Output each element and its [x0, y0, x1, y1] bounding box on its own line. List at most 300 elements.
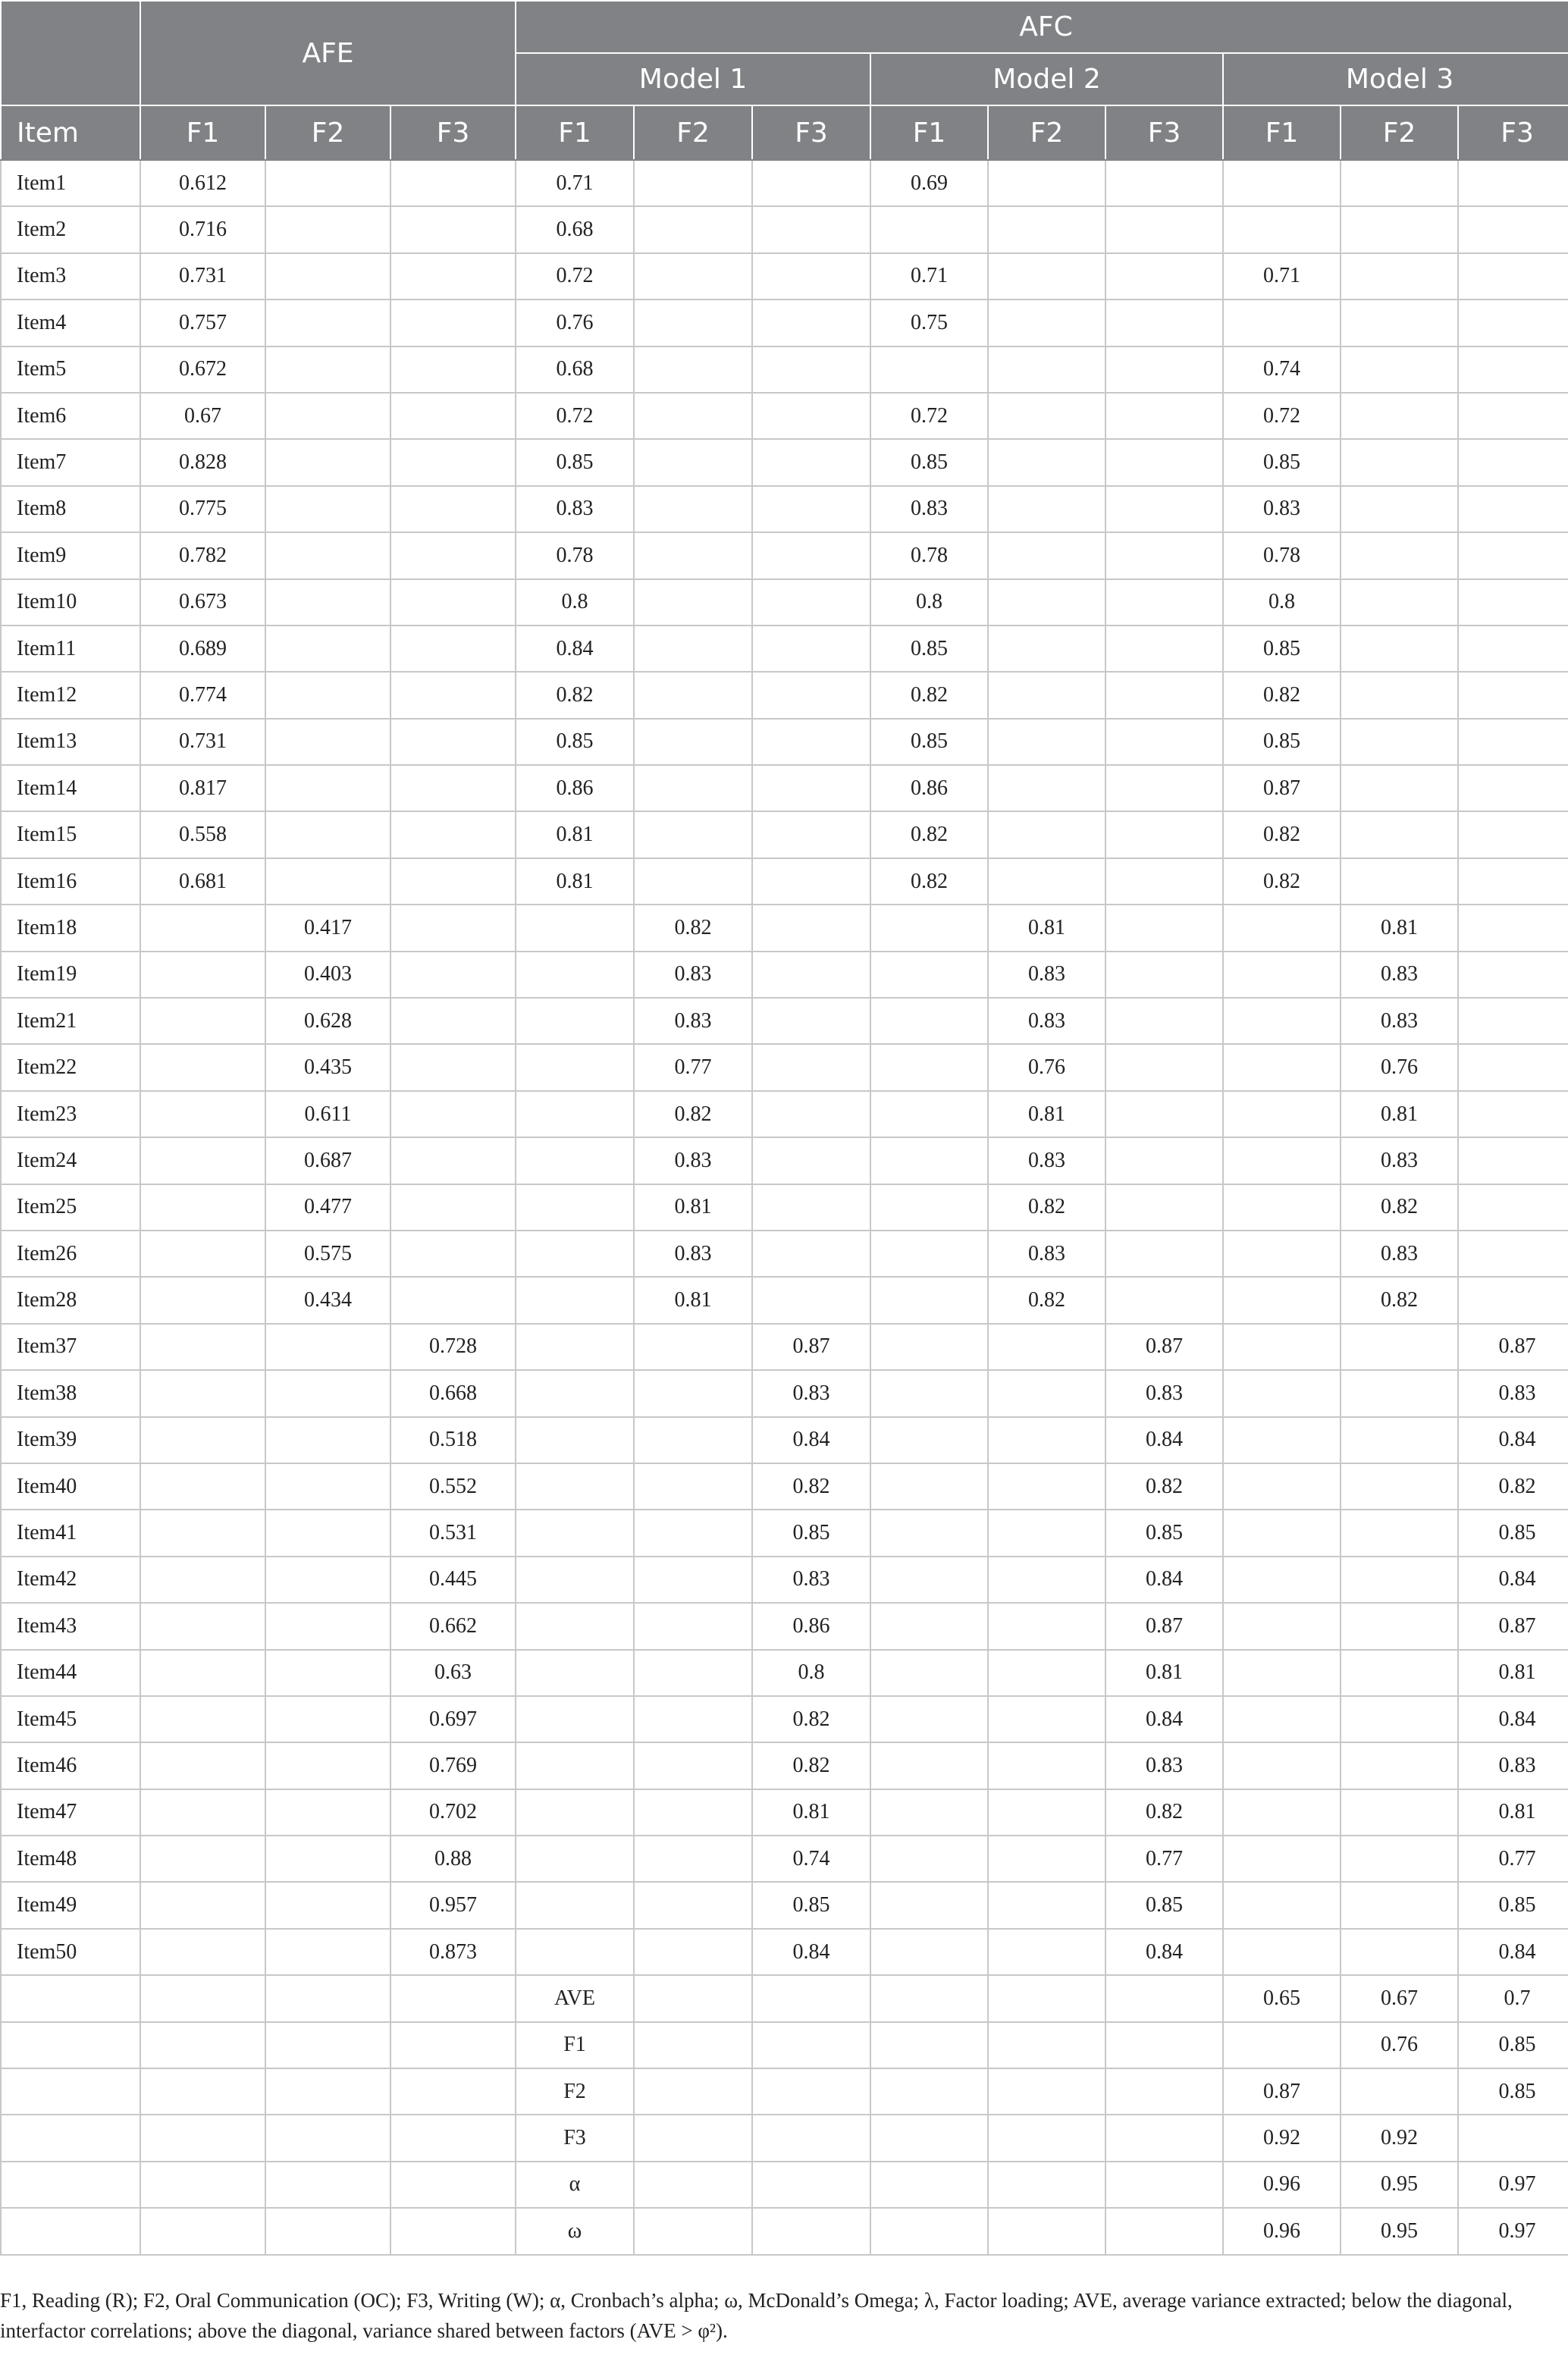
header-row-groups	[1, 1, 1568, 53]
loading-value-cell	[1341, 1417, 1458, 1463]
loading-value-cell	[1458, 579, 1568, 626]
loading-value-cell	[634, 1882, 752, 1928]
loading-value-cell: 0.84	[1105, 1696, 1223, 1742]
loading-value-cell: 0.702	[390, 1789, 516, 1836]
loading-value-cell	[516, 1137, 634, 1184]
loading-value-cell	[634, 1510, 752, 1556]
table-row	[1, 626, 1568, 672]
table-row	[1, 486, 1568, 532]
loading-value-cell: 0.774	[140, 672, 265, 718]
loading-value-cell	[1105, 2068, 1223, 2115]
loading-value-cell	[390, 1231, 516, 1277]
item-name-cell: Item21	[1, 998, 140, 1044]
loading-value-cell	[1458, 253, 1568, 299]
loading-value-cell: 0.74	[1223, 346, 1341, 393]
loading-value-cell	[1458, 1277, 1568, 1323]
loading-value-cell	[390, 486, 516, 532]
loading-value-cell	[390, 1044, 516, 1090]
loading-value-cell	[1458, 532, 1568, 578]
item-name-cell: Item9	[1, 532, 140, 578]
loading-value-cell	[390, 719, 516, 765]
loading-value-cell	[1458, 206, 1568, 252]
item-name-cell: Item26	[1, 1231, 140, 1277]
loading-value-cell	[390, 439, 516, 485]
loading-value-cell	[988, 299, 1105, 346]
loading-value-cell	[1105, 626, 1223, 672]
loading-value-cell: 0.82	[752, 1696, 870, 1742]
loading-value-cell	[1223, 1044, 1341, 1090]
loading-value-cell: 0.82	[752, 1742, 870, 1789]
loading-value-cell	[870, 905, 988, 951]
loading-value-cell	[752, 393, 870, 439]
loading-value-cell	[1223, 1882, 1341, 1928]
loading-value-cell: 0.83	[870, 486, 988, 532]
loading-value-cell	[752, 1975, 870, 2021]
loading-value-cell	[140, 1091, 265, 1137]
loading-value-cell	[516, 1510, 634, 1556]
item-name-cell: Item46	[1, 1742, 140, 1789]
table-row	[1, 858, 1568, 905]
loading-value-cell: 0.92	[1223, 2115, 1341, 2161]
loading-value-cell	[870, 1044, 988, 1090]
loading-value-cell: 0.731	[140, 719, 265, 765]
loading-value-cell	[140, 998, 265, 1044]
loading-value-cell	[1105, 532, 1223, 578]
loading-value-cell	[265, 486, 390, 532]
loading-value-cell: 0.85	[1223, 626, 1341, 672]
loading-value-cell	[870, 1882, 988, 1928]
loading-value-cell	[265, 2208, 390, 2254]
loading-value-cell	[390, 2068, 516, 2115]
loading-value-cell	[265, 1696, 390, 1742]
loading-value-cell	[516, 952, 634, 998]
loading-value-cell: 0.95	[1341, 2208, 1458, 2254]
loading-value-cell	[870, 206, 988, 252]
loading-value-cell	[1341, 2068, 1458, 2115]
loading-value-cell	[1458, 160, 1568, 206]
loading-value-cell: 0.76	[516, 299, 634, 346]
loading-value-cell	[140, 1789, 265, 1836]
table-header	[1, 1, 1568, 160]
loading-value-cell	[1223, 998, 1341, 1044]
loading-value-cell: 0.76	[1341, 2022, 1458, 2068]
loading-value-cell	[752, 486, 870, 532]
loading-value-cell	[1105, 1184, 1223, 1231]
loading-value-cell: 0.85	[870, 439, 988, 485]
loading-value-cell	[140, 1650, 265, 1696]
loading-value-cell	[988, 579, 1105, 626]
loading-value-cell: AVE	[516, 1975, 634, 2021]
loading-value-cell	[265, 1650, 390, 1696]
item-name-cell	[1, 2208, 140, 2254]
loading-value-cell: F3	[516, 2115, 634, 2161]
loading-value-cell	[516, 1231, 634, 1277]
loading-value-cell	[1105, 1137, 1223, 1184]
loading-value-cell: 0.85	[752, 1882, 870, 1928]
table-row	[1, 1603, 1568, 1649]
loading-value-cell	[988, 858, 1105, 905]
loading-value-cell	[1458, 299, 1568, 346]
loading-value-cell: 0.83	[988, 1231, 1105, 1277]
loading-value-cell	[1223, 952, 1341, 998]
loading-value-cell	[140, 1417, 265, 1463]
item-name-cell: Item48	[1, 1836, 140, 1882]
loading-value-cell	[140, 1696, 265, 1742]
loading-value-cell: 0.65	[1223, 1975, 1341, 2021]
table-row	[1, 811, 1568, 858]
item-name-cell: Item4	[1, 299, 140, 346]
factor-column-header: F1	[140, 105, 265, 160]
loading-value-cell	[634, 858, 752, 905]
loading-value-cell	[752, 858, 870, 905]
loading-value-cell	[634, 2068, 752, 2115]
loading-value-cell	[1105, 486, 1223, 532]
loading-value-cell	[1105, 2208, 1223, 2254]
loading-value-cell: 0.97	[1458, 2208, 1568, 2254]
loading-value-cell	[516, 1184, 634, 1231]
loading-value-cell	[1223, 2022, 1341, 2068]
loading-value-cell	[752, 626, 870, 672]
loading-value-cell: 0.769	[390, 1742, 516, 1789]
loading-value-cell	[634, 439, 752, 485]
loading-value-cell	[1341, 393, 1458, 439]
loading-value-cell	[390, 2022, 516, 2068]
loading-value-cell	[1341, 1463, 1458, 1510]
item-name-cell: Item12	[1, 672, 140, 718]
loading-value-cell	[265, 1370, 390, 1416]
loading-value-cell: 0.76	[1341, 1044, 1458, 1090]
loading-value-cell	[870, 1231, 988, 1277]
item-name-cell	[1, 2022, 140, 2068]
loading-value-cell: 0.67	[140, 393, 265, 439]
loading-value-cell	[265, 346, 390, 393]
loading-value-cell	[870, 1975, 988, 2021]
loading-value-cell	[1458, 858, 1568, 905]
loading-value-cell: 0.88	[390, 1836, 516, 1882]
loading-value-cell: 0.83	[516, 486, 634, 532]
loading-value-cell	[752, 1137, 870, 1184]
loading-value-cell	[516, 1929, 634, 1975]
loading-value-cell	[634, 1650, 752, 1696]
loading-value-cell: 0.403	[265, 952, 390, 998]
loading-value-cell	[988, 1882, 1105, 1928]
loading-value-cell: 0.83	[988, 998, 1105, 1044]
loading-value-cell	[1458, 811, 1568, 858]
loading-value-cell	[265, 1603, 390, 1649]
loading-value-cell	[1105, 952, 1223, 998]
loading-value-cell	[1223, 1324, 1341, 1370]
loading-value-cell: 0.87	[1105, 1324, 1223, 1370]
loading-value-cell	[988, 2115, 1105, 2161]
loading-value-cell	[265, 206, 390, 252]
loading-value-cell	[140, 1557, 265, 1603]
loading-value-cell	[988, 1463, 1105, 1510]
table-row	[1, 2068, 1568, 2115]
loading-value-cell	[634, 1742, 752, 1789]
loading-value-cell	[265, 1417, 390, 1463]
loading-value-cell	[1223, 1696, 1341, 1742]
item-name-cell: Item49	[1, 1882, 140, 1928]
loading-value-cell: 0.85	[516, 439, 634, 485]
loading-value-cell	[988, 626, 1105, 672]
loading-value-cell	[870, 2068, 988, 2115]
loading-value-cell	[1105, 439, 1223, 485]
loading-value-cell	[140, 1929, 265, 1975]
loading-value-cell	[516, 905, 634, 951]
loading-value-cell: 0.78	[870, 532, 988, 578]
loading-value-cell	[870, 1370, 988, 1416]
loading-value-cell	[752, 439, 870, 485]
loading-value-cell	[988, 1789, 1105, 1836]
factor-column-header: F3	[1105, 105, 1223, 160]
item-name-cell: Item14	[1, 765, 140, 811]
loading-value-cell	[634, 1370, 752, 1416]
loading-value-cell	[1458, 393, 1568, 439]
item-name-cell: Item18	[1, 905, 140, 951]
loading-value-cell	[265, 858, 390, 905]
factor-column-header: F3	[1458, 105, 1568, 160]
loading-value-cell: 0.82	[1458, 1463, 1568, 1510]
loading-value-cell	[140, 1370, 265, 1416]
table-row	[1, 1975, 1568, 2021]
loading-value-cell: 0.85	[870, 719, 988, 765]
loading-value-cell	[265, 439, 390, 485]
loading-value-cell: α	[516, 2162, 634, 2208]
loading-value-cell: 0.87	[752, 1324, 870, 1370]
loading-value-cell	[390, 160, 516, 206]
loading-value-cell: 0.87	[1458, 1603, 1568, 1649]
loading-value-cell	[1341, 626, 1458, 672]
loading-value-cell	[1341, 765, 1458, 811]
loading-value-cell	[1341, 439, 1458, 485]
loading-value-cell	[516, 1789, 634, 1836]
loading-value-cell: 0.71	[1223, 253, 1341, 299]
loading-value-cell	[752, 160, 870, 206]
loading-value-cell	[1105, 1044, 1223, 1090]
loading-value-cell	[390, 1184, 516, 1231]
table-row	[1, 1929, 1568, 1975]
table-row	[1, 253, 1568, 299]
loading-value-cell: 0.85	[1458, 1882, 1568, 1928]
loading-value-cell	[516, 1742, 634, 1789]
loading-value-cell: 0.689	[140, 626, 265, 672]
loading-value-cell	[140, 905, 265, 951]
table-row	[1, 393, 1568, 439]
table-row	[1, 1557, 1568, 1603]
loading-value-cell: 0.8	[1223, 579, 1341, 626]
loading-value-cell	[1223, 1463, 1341, 1510]
loading-value-cell	[1223, 1510, 1341, 1556]
table-row	[1, 1091, 1568, 1137]
loading-value-cell: 0.82	[870, 672, 988, 718]
loading-value-cell	[988, 439, 1105, 485]
loading-value-cell: 0.85	[1458, 1510, 1568, 1556]
loading-value-cell	[634, 253, 752, 299]
table-row	[1, 1510, 1568, 1556]
item-name-cell	[1, 1975, 140, 2021]
loading-value-cell	[140, 1836, 265, 1882]
loading-value-cell	[1341, 858, 1458, 905]
table-row	[1, 1277, 1568, 1323]
loading-value-cell	[265, 2022, 390, 2068]
loading-value-cell	[140, 1324, 265, 1370]
loading-value-cell	[1341, 1650, 1458, 1696]
loading-value-cell	[516, 1603, 634, 1649]
loading-value-cell	[1341, 1510, 1458, 1556]
loading-value-cell: 0.957	[390, 1882, 516, 1928]
loading-value-cell: 0.85	[516, 719, 634, 765]
loading-value-cell	[1223, 1277, 1341, 1323]
loading-value-cell: 0.8	[516, 579, 634, 626]
loading-value-cell	[1458, 1184, 1568, 1231]
factor-column-header: F2	[634, 105, 752, 160]
loading-value-cell	[390, 811, 516, 858]
loading-value-cell: 0.82	[752, 1463, 870, 1510]
loading-value-cell: 0.63	[390, 1650, 516, 1696]
header-row-factors	[1, 105, 1568, 160]
loading-value-cell: F1	[516, 2022, 634, 2068]
item-name-cell: Item22	[1, 1044, 140, 1090]
loading-value-cell: 0.77	[1458, 1836, 1568, 1882]
table-row	[1, 2022, 1568, 2068]
loading-value-cell	[265, 1975, 390, 2021]
loading-value-cell	[988, 486, 1105, 532]
loading-value-cell	[988, 532, 1105, 578]
loading-value-cell	[265, 2162, 390, 2208]
loading-value-cell	[1341, 160, 1458, 206]
item-name-cell: Item45	[1, 1696, 140, 1742]
loading-value-cell	[988, 1324, 1105, 1370]
loading-value-cell	[1341, 1929, 1458, 1975]
loading-value-cell: 0.81	[1341, 1091, 1458, 1137]
table-row	[1, 1882, 1568, 1928]
loading-value-cell: 0.83	[1458, 1370, 1568, 1416]
loading-value-cell	[1105, 811, 1223, 858]
loading-value-cell	[1105, 2115, 1223, 2161]
loading-value-cell: 0.83	[988, 952, 1105, 998]
loading-value-cell	[265, 1324, 390, 1370]
loading-value-cell: 0.716	[140, 206, 265, 252]
loading-value-cell: 0.82	[870, 811, 988, 858]
loading-value-cell	[516, 1557, 634, 1603]
loading-value-cell	[1458, 1231, 1568, 1277]
loading-value-cell	[516, 1044, 634, 1090]
loading-value-cell	[390, 1277, 516, 1323]
loading-value-cell	[1458, 439, 1568, 485]
loading-value-cell	[140, 952, 265, 998]
loading-value-cell	[265, 719, 390, 765]
loading-value-cell: 0.628	[265, 998, 390, 1044]
item-name-cell: Item8	[1, 486, 140, 532]
loading-value-cell	[988, 2162, 1105, 2208]
item-name-cell: Item47	[1, 1789, 140, 1836]
loading-value-cell	[988, 1603, 1105, 1649]
loading-value-cell: 0.81	[752, 1789, 870, 1836]
loading-value-cell	[1223, 1417, 1341, 1463]
loading-value-cell	[265, 1882, 390, 1928]
loading-value-cell	[140, 2022, 265, 2068]
loading-value-cell	[634, 1696, 752, 1742]
loading-value-cell: 0.78	[1223, 532, 1341, 578]
loading-value-cell	[752, 998, 870, 1044]
loading-value-cell	[752, 299, 870, 346]
loading-value-cell: 0.82	[1341, 1277, 1458, 1323]
loading-value-cell	[870, 1603, 988, 1649]
loading-value-cell	[265, 811, 390, 858]
loading-value-cell: 0.828	[140, 439, 265, 485]
loading-value-cell	[870, 1463, 988, 1510]
loading-value-cell	[1458, 1044, 1568, 1090]
loading-value-cell	[1458, 952, 1568, 998]
loading-value-cell: 0.84	[1458, 1696, 1568, 1742]
loading-value-cell	[1105, 579, 1223, 626]
loading-value-cell: 0.86	[752, 1603, 870, 1649]
table-row	[1, 905, 1568, 951]
loading-value-cell: 0.96	[1223, 2208, 1341, 2254]
loading-value-cell	[1341, 1324, 1458, 1370]
loading-value-cell	[1105, 346, 1223, 393]
loading-value-cell	[870, 1557, 988, 1603]
loading-value-cell	[634, 626, 752, 672]
loading-value-cell	[988, 253, 1105, 299]
loading-value-cell	[988, 1742, 1105, 1789]
item-name-cell: Item38	[1, 1370, 140, 1416]
loading-value-cell	[988, 811, 1105, 858]
loading-value-cell: 0.611	[265, 1091, 390, 1137]
loading-value-cell: 0.83	[1341, 998, 1458, 1044]
loading-value-cell	[1341, 579, 1458, 626]
loading-value-cell: 0.82	[1223, 858, 1341, 905]
loading-value-cell	[1105, 719, 1223, 765]
table-row	[1, 719, 1568, 765]
item-name-cell: Item1	[1, 160, 140, 206]
loading-value-cell: 0.782	[140, 532, 265, 578]
loading-value-cell	[516, 1836, 634, 1882]
loading-value-cell: 0.817	[140, 765, 265, 811]
loading-value-cell: 0.84	[1105, 1417, 1223, 1463]
loading-value-cell	[988, 1929, 1105, 1975]
loading-value-cell	[752, 765, 870, 811]
loading-value-cell	[752, 2068, 870, 2115]
loading-value-cell	[1341, 1882, 1458, 1928]
table-row	[1, 160, 1568, 206]
table-row	[1, 998, 1568, 1044]
loading-value-cell	[390, 532, 516, 578]
loading-value-cell	[1341, 1370, 1458, 1416]
loading-value-cell	[516, 1277, 634, 1323]
loading-value-cell	[1458, 905, 1568, 951]
loading-value-cell	[1341, 206, 1458, 252]
loading-value-cell	[140, 2208, 265, 2254]
loading-value-cell	[988, 1696, 1105, 1742]
loading-value-cell: 0.85	[1105, 1882, 1223, 1928]
loading-value-cell: 0.83	[1458, 1742, 1568, 1789]
table-row	[1, 2162, 1568, 2208]
loading-value-cell	[390, 626, 516, 672]
loading-value-cell	[870, 1277, 988, 1323]
loading-value-cell	[1341, 1742, 1458, 1789]
loading-value-cell	[140, 1044, 265, 1090]
loading-value-cell	[988, 765, 1105, 811]
loading-value-cell	[1458, 2115, 1568, 2161]
loading-value-cell: 0.417	[265, 905, 390, 951]
item-name-cell: Item37	[1, 1324, 140, 1370]
loading-value-cell	[390, 299, 516, 346]
item-name-cell: Item5	[1, 346, 140, 393]
loading-value-cell: 0.83	[634, 952, 752, 998]
loading-value-cell	[140, 1603, 265, 1649]
item-name-cell: Item43	[1, 1603, 140, 1649]
